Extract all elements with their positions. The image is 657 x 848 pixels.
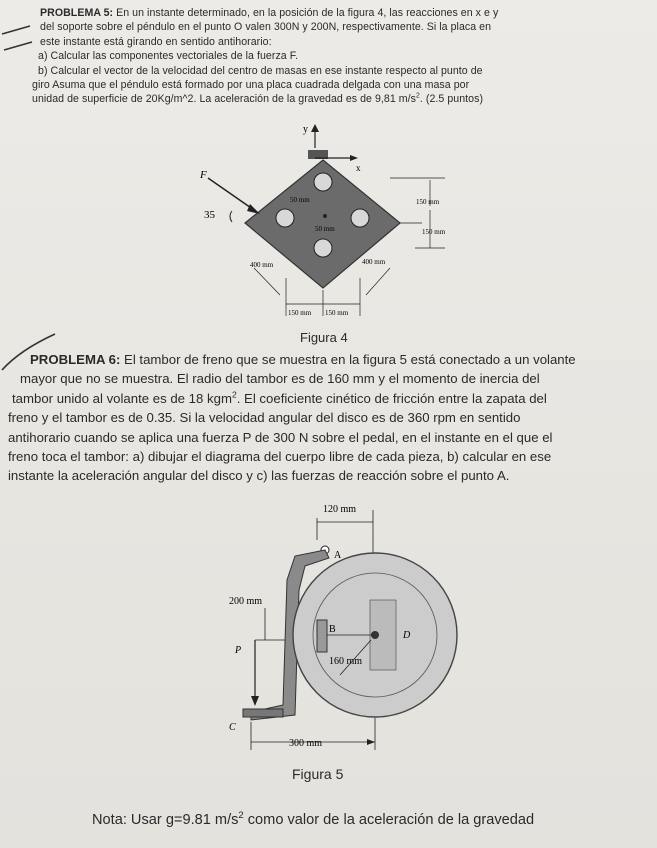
problem6-line7: instante la aceleración angular del disco y c) las fuerzas de reacción sobre el punto A. [8,468,510,484]
fig4-dim-150-bottom-right: 150 mm [325,309,349,317]
problem6-label: PROBLEMA 6: [30,352,121,367]
problem6-line3: tambor unido al volante es de 18 kgm$^2$. El coeficiente cinético de fricción entre la zapata del [12,389,547,406]
problem6-line5: antihorario cuando se aplica una fuerza P de 300 N sobre el pedal, en el instante en el que el [8,429,553,445]
fig4-y-label: y [303,124,308,135]
problem5-line7: unidad de superficie de 20Kg/m^2. La aceleración de la gravedad es de 9,81 $m/s^2$. (2.5 puntos) [32,92,484,106]
figure4-caption: Figura 4 [300,330,348,345]
fig5-A-label: A [334,550,342,561]
problem5-line3: este instante está girando en sentido antihorario: [40,35,272,48]
fig4-F-label: F [200,169,207,181]
problem5-line4: a) Calcular las componentes vectoriales de la fuerza F. [38,50,299,63]
fig5-C-label: C [229,722,236,733]
problem6-text [8,350,648,486]
fig5-dim-120: 120 mm [323,504,357,515]
fig4-dim-150-right2: 150 mm [422,228,446,236]
problem6-line4: freno y el tambor es de 0.35. Si la velocidad angular del disco es de 360 rpm en sentido [8,410,521,426]
fig4-dim-50b: 50 mm [315,225,335,233]
figure4-diagram [190,118,460,328]
fig4-angle-label: 35 [204,209,215,221]
fig4-dim-400-left: 400 mm [250,261,274,269]
fig5-P-label: P [235,645,242,656]
fig4-dim-400-right: 400 mm [362,258,386,266]
problem6-line2: mayor que no se muestra. El radio del tambor es de 160 mm y el momento de inercia del [20,371,540,387]
fig5-D-label: D [403,630,411,641]
fig5-dim-200: 200 mm [229,596,263,607]
fig5-dim-300: 300 mm [289,738,323,749]
problem5-label: PROBLEMA 5: [40,7,114,19]
fig4-dim-150-bottom-left: 150 mm [288,309,312,317]
fig5-radius-label: 160 mm [329,656,363,667]
figure5-diagram [225,500,465,758]
problem5-text [32,6,644,107]
problem5-line6: giro Asuma que el péndulo está formado por una placa cuadrada delgada con una masa por [32,79,470,92]
fig4-x-label: x [356,163,361,173]
problem6-line6: freno toca el tambor: a) dibujar el diagrama del cuerpo libre de cada pieza, b) calcular en ese [8,449,552,465]
problem5-line2: del soporte sobre el péndulo en el punto O valen 300N y 200N, respectivamente. Si la placa en [40,21,492,34]
problem5-line5: b) Calcular el vector de la velocidad del centro de masas en ese instante respecto al punto de [38,64,483,77]
nota-text: Nota: Usar g=9.81 $m/s^2$ como valor de la aceleración de la gravedad [92,810,535,828]
fig4-dim-50a: 50 mm [290,196,310,204]
figure5-caption: Figura 5 [292,766,344,782]
problem5-line1: PROBLEMA 5: En un instante determinado, en la posición de la figura 4, las reacciones en x e y [40,7,499,19]
pen-marks [0,20,40,80]
fig4-dim-150-right: 150 mm [416,198,440,206]
problem6-line1: PROBLEMA 6: El tambor de freno que se muestra en la figura 5 está conectado a un volante [30,352,576,367]
fig5-B-label: B [329,624,336,635]
